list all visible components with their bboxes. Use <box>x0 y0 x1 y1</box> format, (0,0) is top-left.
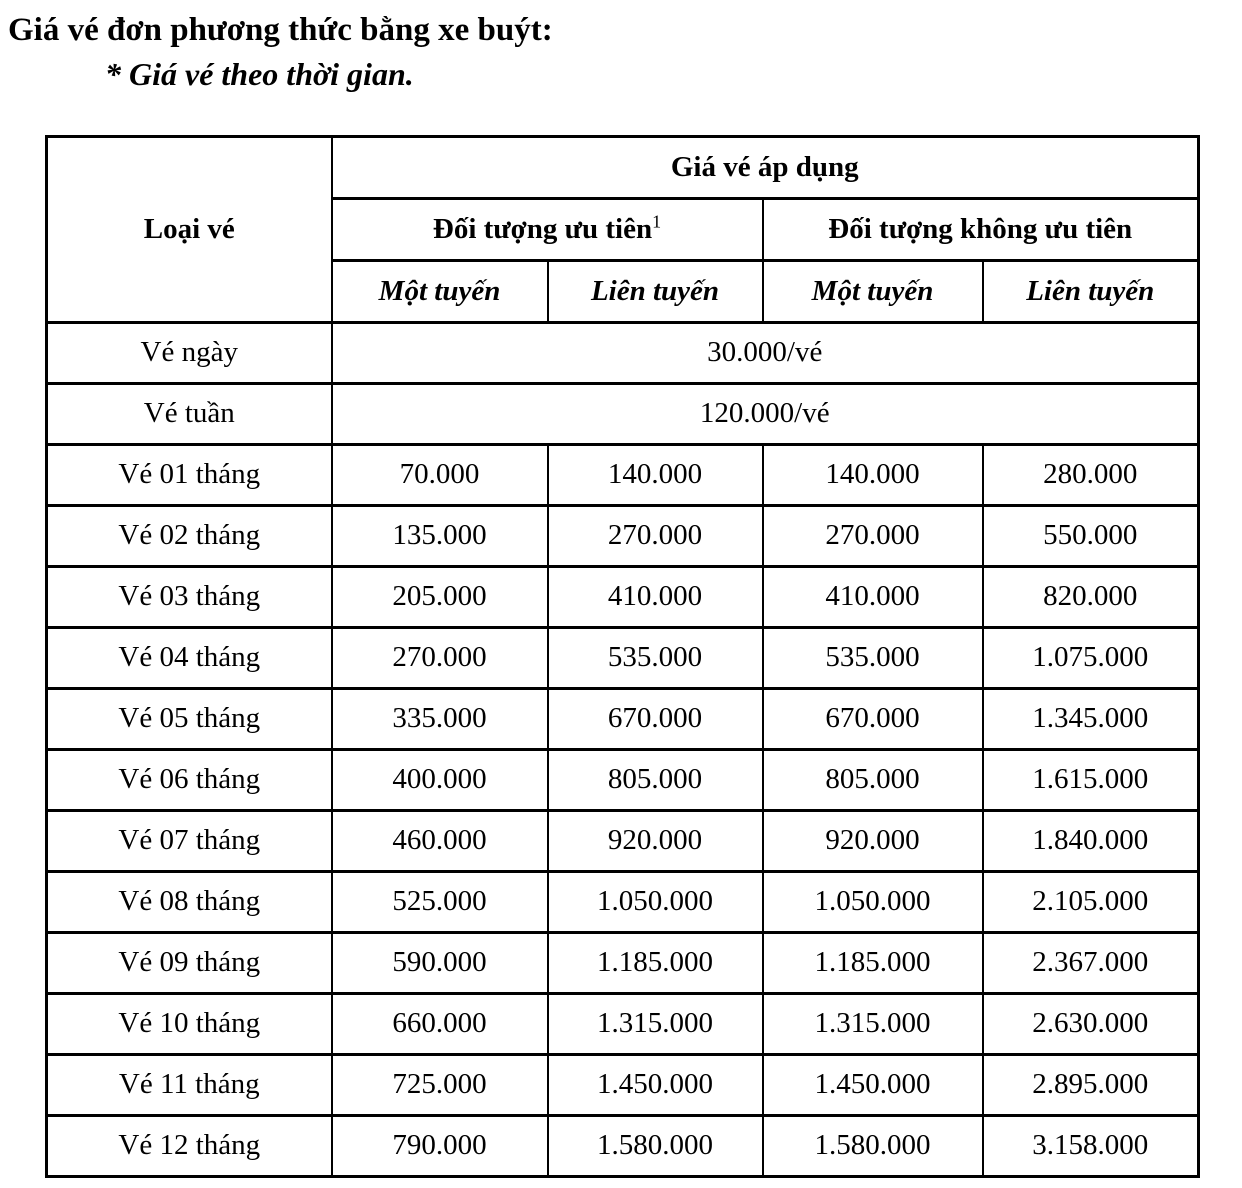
fare-value-cell: 2.105.000 <box>983 871 1199 932</box>
fare-value-cell: 725.000 <box>332 1054 548 1115</box>
table-row <box>47 1115 1199 1176</box>
fare-value-cell: 535.000 <box>763 627 983 688</box>
fare-value-cell: 135.000 <box>332 505 548 566</box>
page-title: Giá vé đơn phương thức bằng xe buýt: <box>8 12 553 48</box>
table-row <box>47 1054 1199 1115</box>
fare-value-cell: 140.000 <box>548 444 763 505</box>
fare-value-cell: 410.000 <box>763 566 983 627</box>
header-non-priority-group: Đối tượng không ưu tiên <box>763 198 1199 260</box>
ticket-type-cell: Vé 05 tháng <box>47 688 332 749</box>
ticket-type-cell: Vé ngày <box>47 322 332 383</box>
fare-value-cell: 1.450.000 <box>548 1054 763 1115</box>
fare-value-cell: 790.000 <box>332 1115 548 1176</box>
header-single-route-non-priority: Một tuyến <box>763 260 983 322</box>
fare-value-cell: 335.000 <box>332 688 548 749</box>
header-inter-route-non-priority: Liên tuyến <box>983 260 1199 322</box>
fare-value-cell: 920.000 <box>763 810 983 871</box>
fare-value-cell: 30.000/vé <box>332 322 1199 383</box>
fare-value-cell: 270.000 <box>548 505 763 566</box>
fare-value-cell: 2.895.000 <box>983 1054 1199 1115</box>
ticket-type-cell: Vé 08 tháng <box>47 871 332 932</box>
fare-table <box>45 135 1200 1178</box>
ticket-type-cell: Vé 09 tháng <box>47 932 332 993</box>
fare-value-cell: 270.000 <box>763 505 983 566</box>
fare-value-cell: 3.158.000 <box>983 1115 1199 1176</box>
fare-table-body <box>47 322 1199 1176</box>
ticket-type-cell: Vé 12 tháng <box>47 1115 332 1176</box>
fare-value-cell: 1.315.000 <box>548 993 763 1054</box>
header-single-route-priority: Một tuyến <box>332 260 548 322</box>
table-row <box>47 566 1199 627</box>
fare-value-cell: 1.345.000 <box>983 688 1199 749</box>
fare-value-cell: 920.000 <box>548 810 763 871</box>
fare-value-cell: 410.000 <box>548 566 763 627</box>
fare-value-cell: 1.580.000 <box>763 1115 983 1176</box>
fare-value-cell: 1.185.000 <box>763 932 983 993</box>
ticket-type-cell: Vé 11 tháng <box>47 1054 332 1115</box>
ticket-type-cell: Vé 04 tháng <box>47 627 332 688</box>
fare-value-cell: 460.000 <box>332 810 548 871</box>
fare-value-cell: 535.000 <box>548 627 763 688</box>
fare-value-cell: 120.000/vé <box>332 383 1199 444</box>
ticket-type-cell: Vé tuần <box>47 383 332 444</box>
page-subtitle: * Giá vé theo thời gian. <box>105 55 414 92</box>
fare-value-cell: 1.050.000 <box>548 871 763 932</box>
table-row <box>47 627 1199 688</box>
header-priority-group <box>332 198 763 260</box>
fare-value-cell: 2.367.000 <box>983 932 1199 993</box>
fare-value-cell: 820.000 <box>983 566 1199 627</box>
table-row <box>47 322 1199 383</box>
fare-table-header <box>47 136 1199 322</box>
fare-value-cell: 670.000 <box>763 688 983 749</box>
table-row <box>47 810 1199 871</box>
ticket-type-cell: Vé 07 tháng <box>47 810 332 871</box>
table-row <box>47 993 1199 1054</box>
fare-value-cell: 550.000 <box>983 505 1199 566</box>
footnote-marker: 1 <box>652 211 662 232</box>
header-row-top <box>47 136 1199 198</box>
fare-value-cell: 805.000 <box>548 749 763 810</box>
fare-value-cell: 1.615.000 <box>983 749 1199 810</box>
fare-value-cell: 140.000 <box>763 444 983 505</box>
fare-value-cell: 1.450.000 <box>763 1054 983 1115</box>
fare-value-cell: 1.840.000 <box>983 810 1199 871</box>
table-row <box>47 505 1199 566</box>
priority-group-label: Đối tượng ưu tiên <box>432 212 653 245</box>
fare-value-cell: 1.185.000 <box>548 932 763 993</box>
fare-value-cell: 1.580.000 <box>548 1115 763 1176</box>
fare-value-cell: 670.000 <box>548 688 763 749</box>
table-row <box>47 932 1199 993</box>
fare-value-cell: 70.000 <box>332 444 548 505</box>
fare-value-cell: 2.630.000 <box>983 993 1199 1054</box>
fare-value-cell: 205.000 <box>332 566 548 627</box>
table-row <box>47 383 1199 444</box>
fare-value-cell: 660.000 <box>332 993 548 1054</box>
fare-value-cell: 1.050.000 <box>763 871 983 932</box>
ticket-type-cell: Vé 10 tháng <box>47 993 332 1054</box>
fare-value-cell: 590.000 <box>332 932 548 993</box>
fare-value-cell: 525.000 <box>332 871 548 932</box>
ticket-type-cell: Vé 06 tháng <box>47 749 332 810</box>
fare-value-cell: 280.000 <box>983 444 1199 505</box>
header-applied-fare: Giá vé áp dụng <box>332 136 1199 198</box>
ticket-type-cell: Vé 02 tháng <box>47 505 332 566</box>
table-row <box>47 444 1199 505</box>
table-row <box>47 688 1199 749</box>
header-ticket-type: Loại vé <box>47 136 332 322</box>
table-row <box>47 871 1199 932</box>
fare-value-cell: 805.000 <box>763 749 983 810</box>
ticket-type-cell: Vé 03 tháng <box>47 566 332 627</box>
fare-value-cell: 1.315.000 <box>763 993 983 1054</box>
ticket-type-cell: Vé 01 tháng <box>47 444 332 505</box>
fare-value-cell: 1.075.000 <box>983 627 1199 688</box>
table-row <box>47 749 1199 810</box>
fare-value-cell: 270.000 <box>332 627 548 688</box>
header-inter-route-priority: Liên tuyến <box>548 260 763 322</box>
fare-value-cell: 400.000 <box>332 749 548 810</box>
